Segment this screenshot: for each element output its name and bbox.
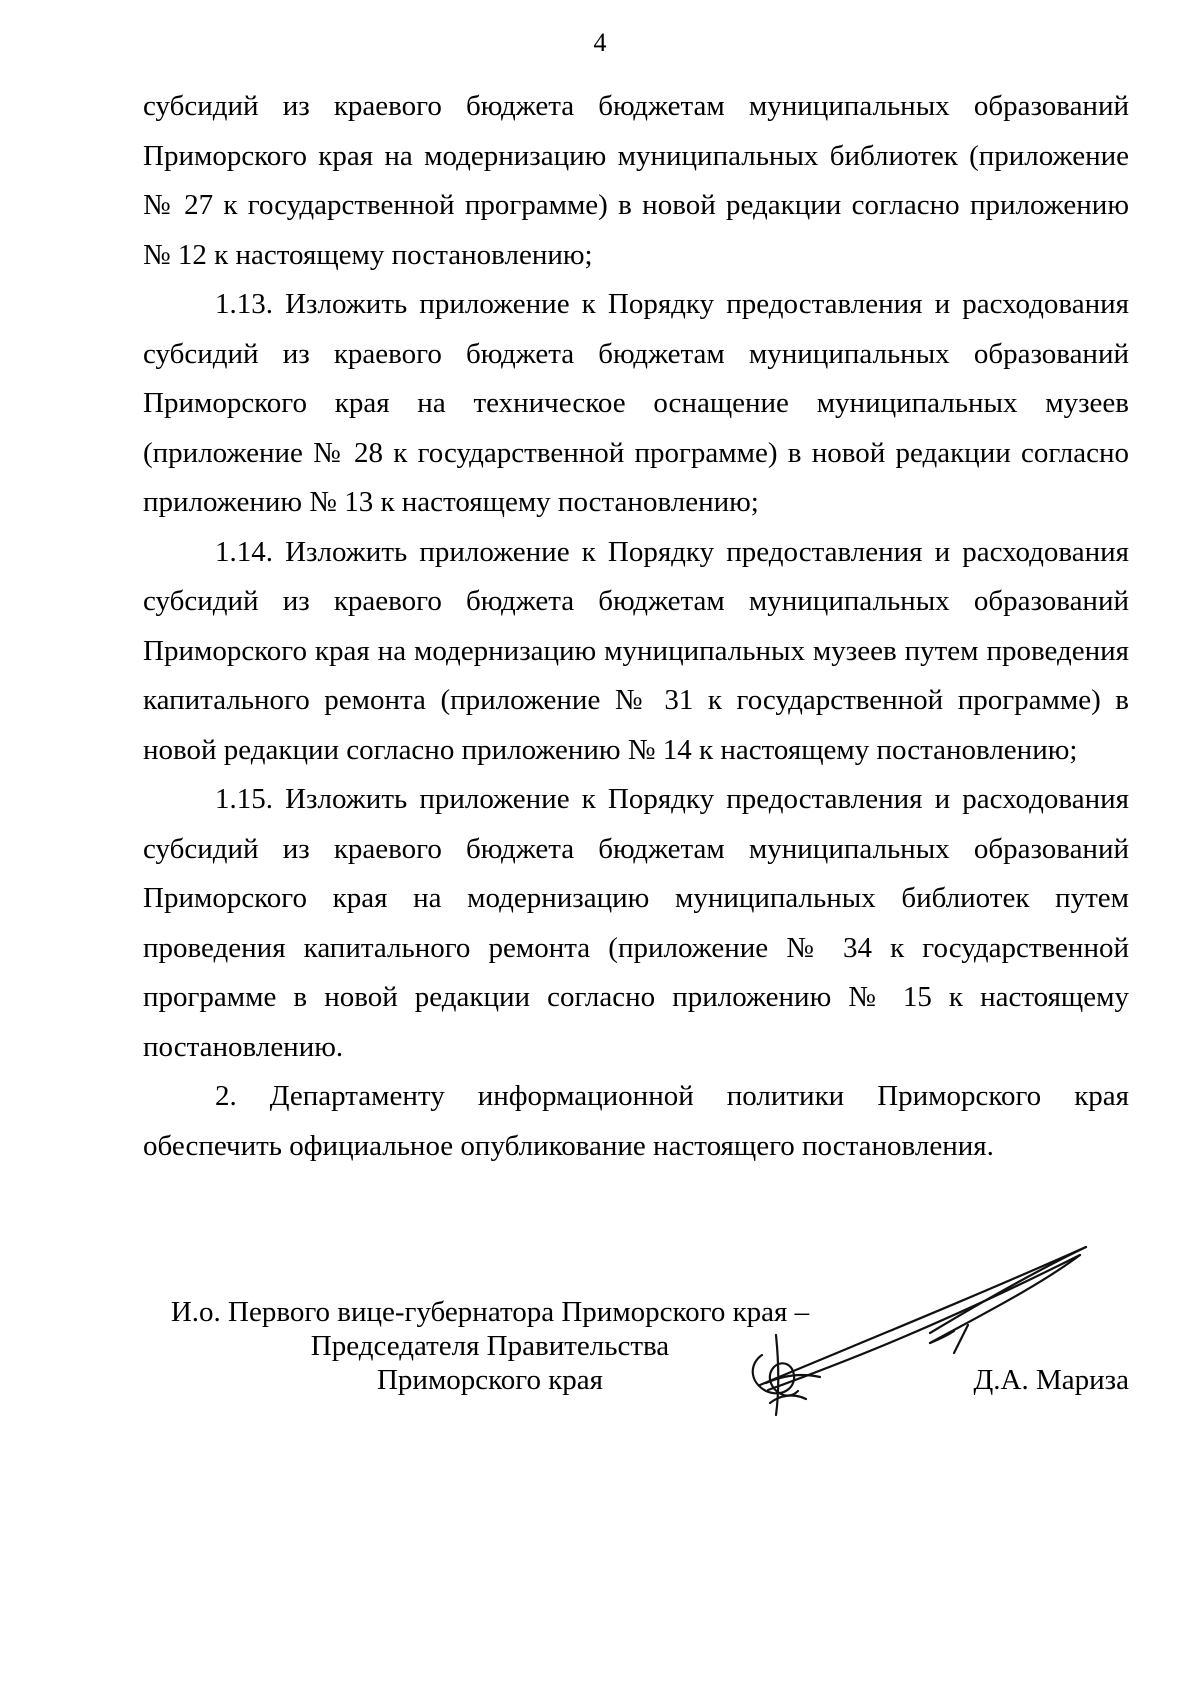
- paragraph-item-1-14: 1.14. Изложить приложение к Порядку предоставления и расходования субсидий из краевого бюджета бюджетам муниципальных образований Приморского края на модернизацию муниципальных музеев путем проведения капитального ремонта (приложение № 31 к государственной программе) в новой редакции согласно приложению № 14 к настоящему постановлению;: [143, 535, 1129, 766]
- signer-name: Д.А. Мариза: [973, 1364, 1129, 1396]
- signer-position-line-2: Председателя Правительства: [310, 1330, 670, 1362]
- paragraph-item-1-15: 1.15. Изложить приложение к Порядку предоставления и расходования субсидий из краевого бюджета бюджетам муниципальных образований Приморского края на модернизацию муниципальных библиотек путем проведения капитального ремонта (приложение № 34 к государственной программе в новой редакции согласно приложению № 15 к настоящему постановлению.: [143, 783, 1129, 1063]
- document-body: [143, 82, 1129, 1171]
- signer-position: [150, 1295, 830, 1397]
- signature-block: [0, 1295, 1200, 1415]
- signer-position-line-3: Приморского края: [376, 1364, 604, 1396]
- signer-position-line-1: И.о. Первого вице-губернатора Приморского края –: [170, 1296, 810, 1328]
- handwritten-signature-icon: [740, 1235, 1120, 1435]
- paragraph-item-1-13: 1.13. Изложить приложение к Порядку предоставления и расходования субсидий из краевого бюджета бюджетам муниципальных образований Приморского края на техническое оснащение муниципальных музеев (приложение № 28 к государственной программе) в новой редакции согласно приложению № 13 к настоящему постановлению;: [143, 288, 1129, 518]
- paragraph-continuation: субсидий из краевого бюджета бюджетам муниципальных образований Приморского края на модернизацию муниципальных библиотек (приложение № 27 к государственной программе) в новой редакции согласно приложению № 12 к настоящему постановлению;: [143, 90, 1129, 271]
- page-number: 4: [593, 28, 607, 57]
- paragraph-item-2: 2. Департаменту информационной политики Приморского края обеспечить официальное опубликование настоящего постановления.: [143, 1080, 1129, 1162]
